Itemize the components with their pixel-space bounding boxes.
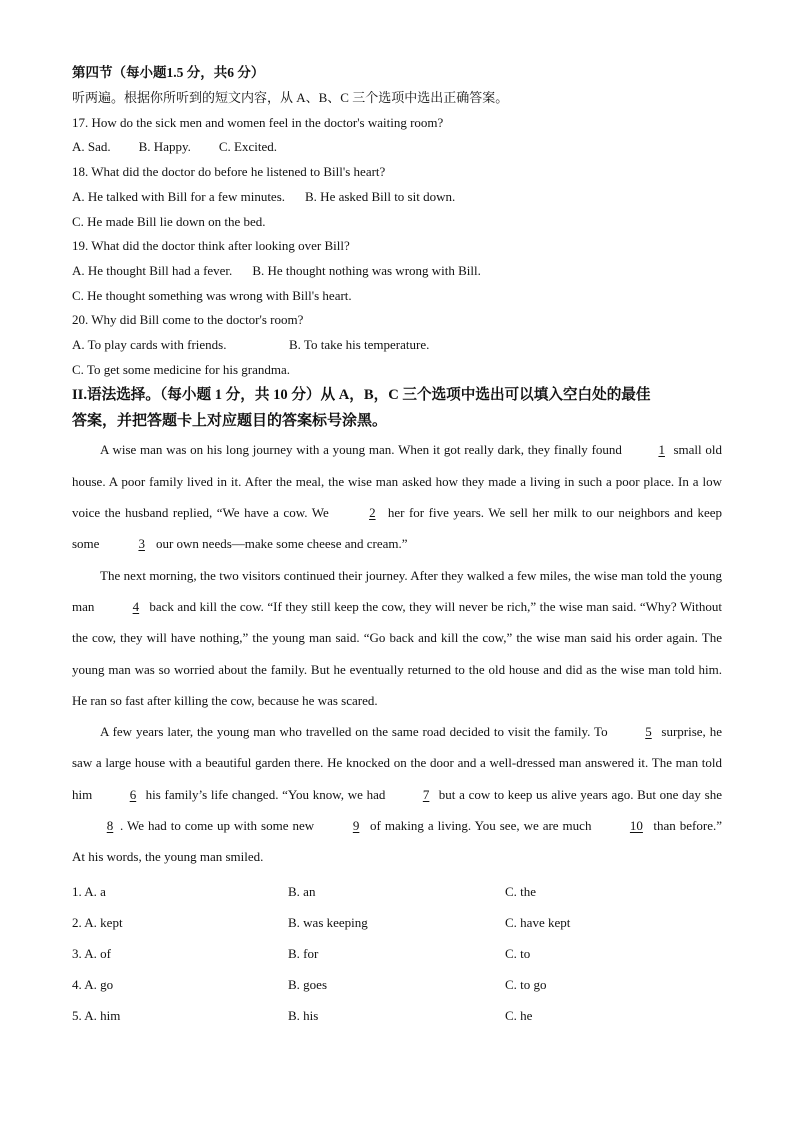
blank-1: 1 bbox=[658, 442, 665, 458]
choice-5-a: 5. A. him bbox=[72, 1007, 121, 1023]
q18-option-c: C. He made Bill lie down on the bed. bbox=[72, 213, 266, 229]
question-19-options-ab bbox=[72, 259, 722, 284]
blank-3: 3 bbox=[138, 536, 145, 552]
choice-1-c: C. the bbox=[505, 883, 537, 899]
question-20-options-ab bbox=[72, 333, 722, 358]
question-18-stem: 18. What did the doctor do before he listened to Bill's heart? bbox=[72, 164, 386, 180]
q19-option-c: C. He thought something was wrong with Bill's heart. bbox=[72, 287, 352, 303]
q18-option-a: A. He talked with Bill for a few minutes. bbox=[72, 188, 286, 204]
passage-paragraph-2 bbox=[72, 560, 722, 716]
question-18-options-ab bbox=[72, 185, 722, 210]
p3-text-e: . We had to come up with some new bbox=[120, 818, 319, 833]
choice-1-b: B. an bbox=[288, 883, 316, 899]
blank-6: 6 bbox=[129, 786, 137, 802]
p2-text-b: back and kill the cow. “If they still keep the cow, they will never be rich,” the wise man said. “Why? Without the cow, they will have nothing,” the young man said. “Go back and kill the cow,” the wise man said his order again. The young man was so worried about the family. But he eventually returned to the old house and did as the wise man told him. He ran so fast after killing the cow, because he was scared. bbox=[72, 598, 722, 708]
q17-option-c: C. Excited. bbox=[218, 139, 278, 155]
p3-text-d: but a cow to keep us alive years ago. But one day she bbox=[435, 786, 722, 802]
passage-paragraph-3 bbox=[72, 716, 722, 872]
blank-10: 10 bbox=[629, 818, 643, 833]
choice-1-a: 1. A. a bbox=[72, 883, 106, 899]
q20-option-c: C. To get some medicine for his grandma. bbox=[72, 361, 290, 377]
choice-5-b: B. his bbox=[288, 1007, 319, 1023]
choice-2-b: B. was keeping bbox=[288, 914, 368, 930]
q20-option-a: A. To play cards with friends. bbox=[72, 337, 227, 353]
q20-option-b: B. To take his temperature. bbox=[289, 337, 430, 353]
p3-text-g: than before.” At his words, the young man smiled. bbox=[72, 818, 722, 865]
p1-text-a: A wise man was on his long journey with a young man. When it got really dark, they finally found bbox=[100, 442, 626, 458]
section4-instruction: 听两遍。根据你所听到的短文内容，从 A、B、C 三个选项中选出正确答案。 bbox=[72, 90, 509, 105]
page bbox=[72, 60, 722, 1031]
choice-row-2 bbox=[72, 907, 722, 938]
grammar-title-line2: 答案，并把答题卡上对应题目的答案标号涂黑。 bbox=[72, 413, 388, 430]
blank-9: 9 bbox=[352, 818, 360, 833]
q18-option-b: B. He asked Bill to sit down. bbox=[305, 188, 456, 204]
q17-option-a: A. Sad. bbox=[72, 139, 111, 155]
question-17-options bbox=[72, 135, 722, 160]
p1-text-e: our own needs—make some cheese and cream.” bbox=[152, 536, 408, 552]
grammar-title-line1: II.语法选择。（每小题 1 分，共 10 分）从 A，B，C 三个选项中选出可以填入空白处的最佳 bbox=[72, 387, 651, 404]
p3-text-a: A few years later, the young man who travelled on the same road decided to visit the family. To bbox=[100, 724, 612, 740]
p3-text-c: his family’s life changed. “You know, we had bbox=[141, 786, 390, 802]
question-20-stem: 20. Why did Bill come to the doctor's room? bbox=[72, 312, 304, 328]
choice-4-c: C. to go bbox=[505, 976, 547, 992]
p2-text-a: The next morning, the two visitors continued their journey. After they walked a few miles, the wise man told the young man bbox=[72, 567, 722, 614]
p1-text-c: small old house. A poor family lived in it. After the meal, the wise man asked how they made a living in such a poor place. In a low voice the husband replied, “We have a cow. We bbox=[72, 442, 722, 521]
question-17-stem: 17. How do the sick men and women feel in the doctor's waiting room? bbox=[72, 114, 444, 130]
blank-2: 2 bbox=[369, 505, 376, 521]
choice-4-a: 4. A. go bbox=[72, 976, 114, 992]
choice-table bbox=[72, 876, 722, 1031]
choice-3-c: C. to bbox=[505, 945, 531, 961]
blank-8: 8 bbox=[106, 818, 114, 833]
choice-row-5 bbox=[72, 1000, 722, 1031]
q19-option-a: A. He thought Bill had a fever. bbox=[72, 262, 233, 278]
choice-3-a: 3. A. of bbox=[72, 945, 111, 961]
passage-paragraph-1 bbox=[72, 434, 722, 559]
q17-option-b: B. Happy. bbox=[138, 139, 191, 155]
blank-4: 4 bbox=[132, 598, 140, 614]
p3-text-b: surprise, he saw a large house with a beautiful garden there. He knocked on the door and a well-dressed man answered it. The man told him bbox=[72, 724, 722, 802]
p1-text-d: her for five years. We sell her milk to our neighbors and keep some bbox=[72, 505, 722, 552]
blank-7: 7 bbox=[422, 786, 430, 802]
blank-5: 5 bbox=[645, 724, 652, 740]
choice-row-4 bbox=[72, 969, 722, 1000]
question-19-stem: 19. What did the doctor think after looking over Bill? bbox=[72, 238, 350, 254]
choice-row-1 bbox=[72, 876, 722, 907]
q19-option-b: B. He thought nothing was wrong with Bill. bbox=[252, 262, 481, 278]
choice-3-b: B. for bbox=[288, 945, 319, 961]
section4-title: 第四节（每小题1.5 分，共6 分） bbox=[72, 65, 265, 80]
choice-2-c: C. have kept bbox=[505, 914, 571, 930]
choice-row-3 bbox=[72, 938, 722, 969]
choice-5-c: C. he bbox=[505, 1007, 533, 1023]
choice-4-b: B. goes bbox=[288, 976, 327, 992]
choice-2-a: 2. A. kept bbox=[72, 914, 123, 930]
p3-text-f: of making a living. You see, we are much bbox=[366, 818, 596, 833]
